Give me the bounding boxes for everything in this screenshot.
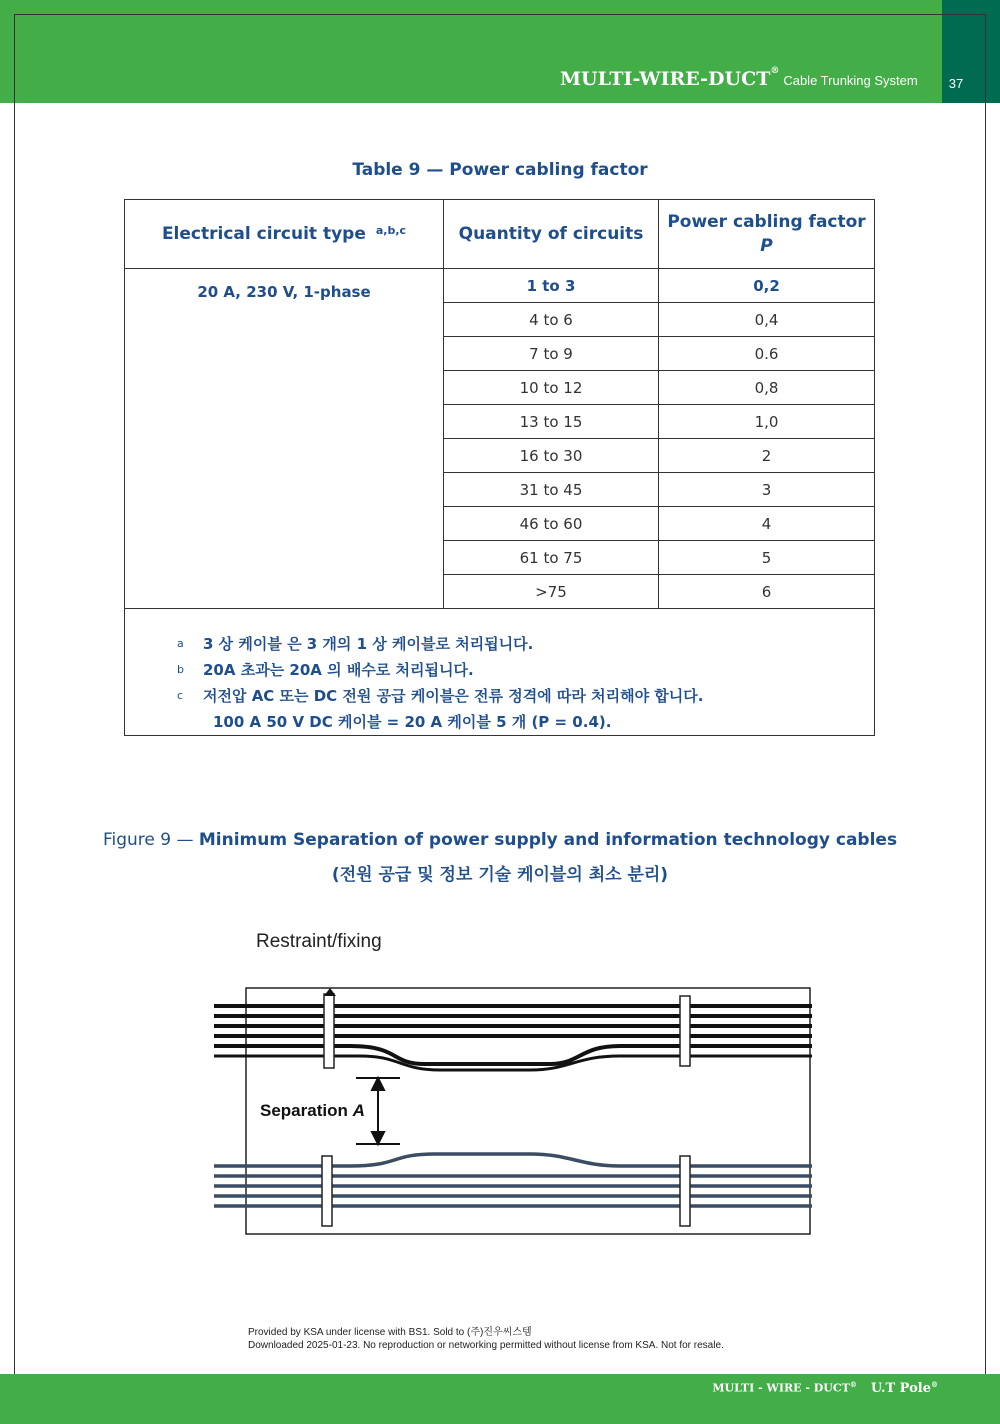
restraint-clip: [322, 1156, 332, 1226]
factor-cell: 5: [659, 541, 875, 575]
header-factor-label: Power cabling factor: [667, 212, 866, 232]
notes-row: [125, 609, 875, 736]
footnote: [177, 683, 874, 709]
quantity-cell: 13 to 15: [444, 405, 659, 439]
factor-cell: 3: [659, 473, 875, 507]
figure-subtitle: (전원 공급 및 정보 기술 케이블의 최소 분리): [331, 865, 669, 885]
header-factor-symbol: P: [760, 236, 773, 256]
factor-cell: 4: [659, 507, 875, 541]
power-cabling-table: [124, 199, 875, 736]
footer-brand-name: MULTI - WIRE - DUCT: [712, 1381, 850, 1395]
provenance-line-2: Downloaded 2025-01-23. No reproduction or networking permitted without license from KSA. Not for resale.: [248, 1340, 724, 1351]
header-brand: [560, 68, 918, 90]
quantity-cell: 46 to 60: [444, 507, 659, 541]
quantity-cell: >75: [444, 575, 659, 609]
provenance-notice: [248, 1326, 724, 1352]
footer-brand: [712, 1380, 938, 1396]
header-quantity: Quantity of circuits: [444, 200, 659, 269]
figure-title-prefix: Figure 9 —: [102, 830, 199, 850]
quantity-cell: 10 to 12: [444, 371, 659, 405]
factor-cell: 0,4: [659, 303, 875, 337]
footer-reg-mark: ®: [849, 1380, 857, 1389]
footnote-text: 20A 초과는 20A 의 배수로 처리됩니다.: [203, 661, 474, 679]
footer-brand-2: U.T Pole: [870, 1380, 931, 1396]
factor-cell: 0,2: [659, 269, 875, 303]
separation-symbol: A: [352, 1101, 365, 1120]
footnote-marker: c: [177, 689, 184, 702]
header-circuit-type: [125, 200, 444, 269]
footnote: [177, 631, 874, 657]
quantity-cell: 61 to 75: [444, 541, 659, 575]
restraint-clip: [324, 994, 334, 1068]
header-circuit-type-label: Electrical circuit type: [161, 224, 366, 244]
quantity-cell: 31 to 45: [444, 473, 659, 507]
brand-name: MULTI-WIRE-DUCT: [560, 68, 771, 90]
restraint-pointer-icon: [324, 988, 336, 996]
brand-subtitle: Cable Trunking System: [783, 73, 918, 88]
quantity-cell: 16 to 30: [444, 439, 659, 473]
quantity-cell: 1 to 3: [444, 269, 659, 303]
footer-reg-mark-2: ®: [931, 1380, 938, 1389]
separation-label: Separation: [260, 1101, 348, 1120]
footnote-continuation: 100 A 50 V DC 케이블 = 20 A 케이블 5 개 (P = 0.4).: [213, 713, 612, 731]
factor-cell: 6: [659, 575, 875, 609]
table-header-row: [125, 200, 875, 269]
header-footnote-refs: a,b,c: [375, 224, 407, 237]
footnote-marker: a: [177, 637, 184, 650]
table-title: Table 9 — Power cabling factor: [352, 160, 648, 180]
factor-cell: 0.6: [659, 337, 875, 371]
footnote-marker: b: [177, 663, 184, 676]
factor-cell: 0,8: [659, 371, 875, 405]
restraint-clip: [680, 996, 690, 1066]
factor-cell: 1,0: [659, 405, 875, 439]
quantity-cell: 4 to 6: [444, 303, 659, 337]
figure-title-main: Minimum Separation of power supply and information technology cables: [198, 830, 898, 850]
footnote-text: 저전압 AC 또는 DC 전원 공급 케이블은 전류 정격에 따라 처리해야 합니다.: [203, 687, 704, 705]
notes-cell: [125, 609, 875, 736]
table-row: [125, 269, 875, 303]
footnote: [177, 657, 874, 683]
power-cables: [214, 1006, 812, 1070]
footnote-text: 3 상 케이블 은 3 개의 1 상 케이블로 처리됩니다.: [203, 635, 534, 653]
quantity-cell: 7 to 9: [444, 337, 659, 371]
it-cables: [214, 1154, 812, 1206]
header-factor: [659, 200, 875, 269]
factor-cell: 2: [659, 439, 875, 473]
restraint-label: Restraint/fixing: [256, 931, 382, 952]
cable-separation-diagram: [200, 980, 820, 1242]
provenance-line-1: Provided by KSA under license with BS1. Sold to (주)진우씨스템: [248, 1327, 532, 1338]
brand-reg-mark: ®: [770, 66, 780, 76]
page-number: 37: [948, 76, 964, 91]
restraint-clip: [680, 1156, 690, 1226]
circuit-type-cell: 20 A, 230 V, 1-phase: [125, 269, 444, 609]
figure-title: [0, 830, 1000, 850]
svg-text:Separation A: [260, 1101, 365, 1120]
